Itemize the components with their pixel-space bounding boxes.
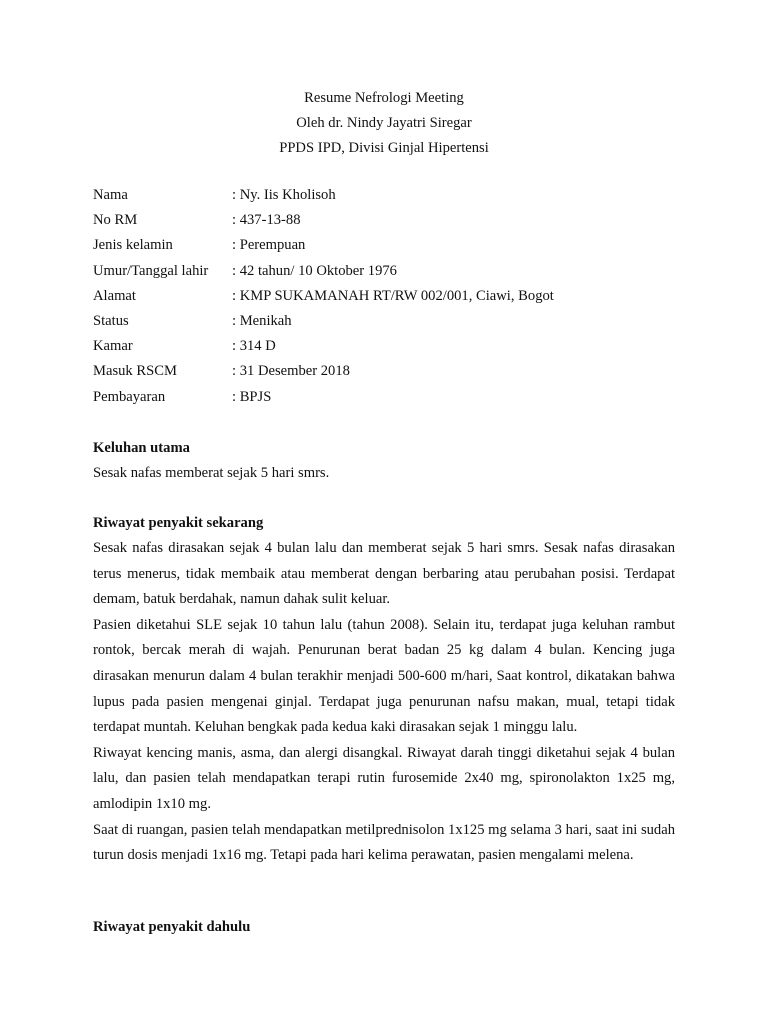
document-header [0, 86, 768, 161]
section-riwayat-dahulu [93, 915, 675, 940]
paragraph: Sesak nafas dirasakan sejak 4 bulan lalu dan memberat sejak 5 hari smrs. Sesak nafas dirasakan terus menerus, tidak membaik atau memberat dengan berbaring atau perubahan posisi. Terdapat demam, batuk berdahak, namun dahak sulit keluar. [93, 540, 675, 608]
document-author: Oleh dr. Nindy Jayatri Siregar [296, 115, 472, 131]
patient-row-masuk [93, 359, 554, 384]
patient-label: Status [93, 312, 129, 329]
section-heading: Keluhan utama [93, 440, 190, 456]
section-riwayat-sekarang [93, 511, 675, 869]
document-division: PPDS IPD, Divisi Ginjal Hipertensi [279, 140, 489, 156]
patient-label: Umur/Tanggal lahir [93, 262, 209, 279]
patient-value: : Menikah [232, 312, 292, 329]
patient-value: : KMP SUKAMANAH RT/RW 002/001, Ciawi, Bogot [232, 287, 554, 304]
patient-value: : 314 D [232, 338, 276, 355]
paragraph: Saat di ruangan, pasien telah mendapatkan metilprednisolon 1x125 mg selama 3 hari, saat ini sudah turun dosis menjadi 1x16 mg. Tetapi pada hari kelima perawatan, pasien mengalami melena. [93, 821, 675, 864]
patient-label: Pembayaran [93, 388, 166, 405]
patient-row-alamat [93, 284, 554, 309]
patient-row-nama [93, 183, 554, 208]
patient-label: Alamat [93, 287, 136, 304]
patient-value: : 437-13-88 [232, 212, 301, 229]
section-keluhan-utama [93, 436, 675, 487]
patient-label: Masuk RSCM [93, 363, 177, 380]
patient-value: : Perempuan [232, 237, 306, 254]
patient-value: : 31 Desember 2018 [232, 363, 350, 380]
section-heading: Riwayat penyakit dahulu [93, 919, 251, 935]
patient-info [93, 183, 554, 410]
patient-label: Kamar [93, 338, 133, 355]
patient-row-pembayaran [93, 385, 554, 410]
patient-row-umur [93, 259, 554, 284]
patient-row-kamar [93, 334, 554, 359]
patient-value: : BPJS [232, 388, 272, 405]
patient-row-jenis-kelamin [93, 233, 554, 258]
patient-label: Nama [93, 187, 128, 203]
paragraph: Riwayat kencing manis, asma, dan alergi disangkal. Riwayat darah tinggi diketahui sejak 4 bulan lalu, dan pasien telah mendapatkan terapi rutin furosemide 2x40 mg, spironolakton 1x25 mg, amlodipin 1x10 mg. [93, 744, 675, 812]
document-title: Resume Nefrologi Meeting [304, 90, 464, 106]
patient-row-status [93, 309, 554, 334]
patient-label: No RM [93, 212, 138, 229]
patient-label: Jenis kelamin [93, 237, 173, 254]
section-heading: Riwayat penyakit sekarang [93, 515, 264, 531]
section-text: Sesak nafas memberat sejak 5 hari smrs. [93, 465, 330, 481]
paragraph: Pasien diketahui SLE sejak 10 tahun lalu (tahun 2008). Selain itu, terdapat juga keluhan rambut rontok, bercak merah di wajah. Penurunan berat badan 25 kg dalam 4 bulan. Kencing juga dirasakan menurun dalam 4 bulan terakhir menjadi 500-600 m/hari, Saat kontrol, dikatakan bahwa lupus pada pasien mengenai ginjal. Terdapat juga penurunan nafsu makan, mual, tetapi tidak terdapat muntah. Keluhan bengkak pada kedua kaki dirasakan sejak 1 minggu lalu. [93, 616, 675, 736]
patient-value: : Ny. Iis Kholisoh [232, 187, 336, 203]
patient-value: : 42 tahun/ 10 Oktober 1976 [232, 262, 397, 279]
patient-row-no-rm [93, 208, 554, 233]
